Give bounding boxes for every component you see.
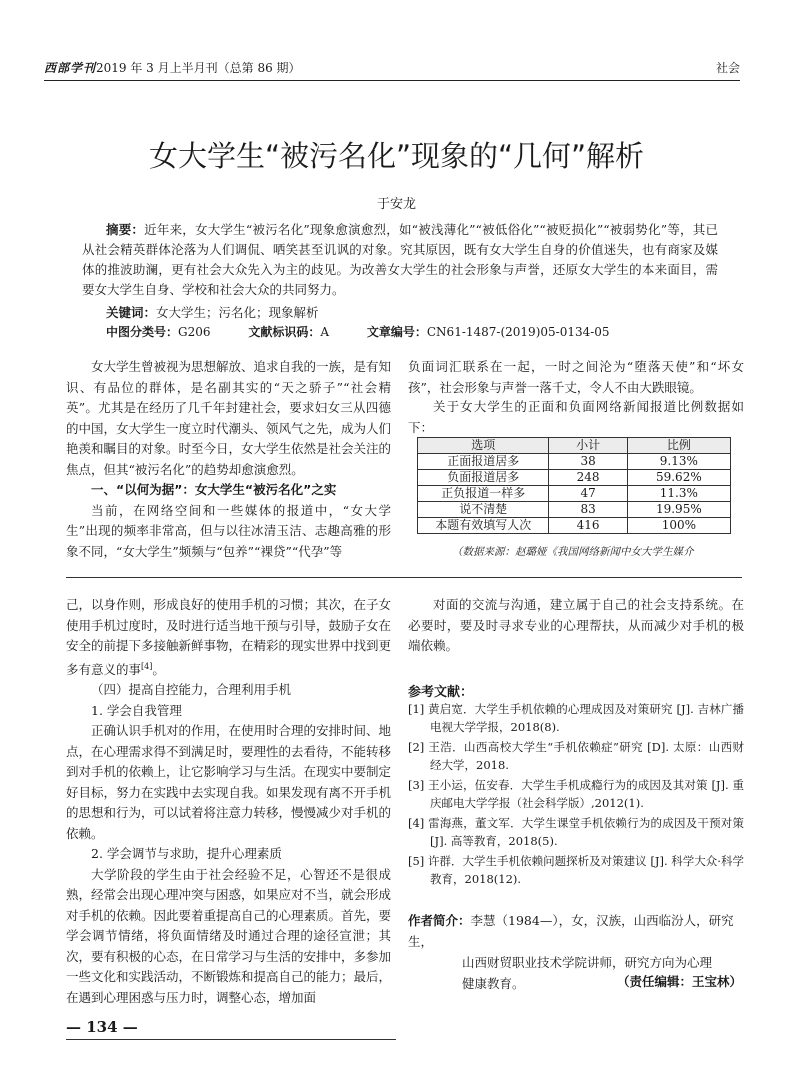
reference-list <box>408 700 744 890</box>
section-label: 社会 <box>715 61 740 75</box>
body-paragraph: 对面的交流与沟通，建立属于自己的社会支持系统。在必要时，要及时寻求专业的心理帮扶，从而减少对手机的极端依赖。 <box>408 597 744 653</box>
news-report-table <box>417 437 731 534</box>
lower-left-column <box>66 595 391 1008</box>
paragraph-text: 己，以身作则，形成良好的使用手机的习惯；其次，在子女使用手机过度时，及时进行适当地干预与引导，鼓励子女在安全的前提下多接触新鲜事物，在精彩的现实世界中找到更多有意义的事 <box>66 597 392 677</box>
subsection-heading-2: 2. 学会调节与求助，提升心理素质 <box>91 846 282 862</box>
body-paragraph: 负面词汇联系在一起，一时之间沦为“堕落天使”和“坏女孩”，社会形象与声誉一落千丈，令人不由大跌眼镜。 <box>408 359 744 395</box>
doc-code-label: 文献标识码： <box>248 325 321 339</box>
abstract-label: 摘要： <box>106 222 145 237</box>
paragraph-end: 。 <box>152 661 165 677</box>
intro-paragraph: 女大学生曾被视为思想解放、追求自我的一族，是有知识、有品位的群体，是名副其实的“天之骄子”“社会精英”。尤其是在经历了几千年封建社会，要求妇女三从四德的中国，女大学生一度立时代潮头、领风气之先，成为人们艳羡和瞩目的对象。时至今日，女大学生依然是社会关注的焦点，但其“被污名化”的趋势却愈演愈烈。 <box>66 359 392 477</box>
table-cell: 59.62% <box>627 470 730 486</box>
table-row <box>418 486 731 502</box>
table-cell: 416 <box>549 518 627 534</box>
author-bio-label: 作者简介： <box>408 913 471 928</box>
table-cell: 说不清楚 <box>418 502 549 518</box>
table-cell: 本题有效填写人次 <box>418 518 549 534</box>
table-row <box>418 502 731 518</box>
article-author: 于安龙 <box>376 197 416 212</box>
table-source: （数据来源：赵璐娅《我国网络新闻中女大学生媒介 <box>452 546 694 558</box>
reference-item: [5] 许群．大学生手机依赖问题探析及对策建议 [J]. 科学大众·科学教育，2018(12). <box>408 854 744 886</box>
table-cell: 正负报道一样多 <box>418 486 549 502</box>
body-paragraph: 正确认识手机对的作用，在使用时合理的安排时间、地点，在心理需求得不到满足时，要理性的去看待，不能转移到对手机的依赖上，让它影响学习与生活。在现实中要制定好目标，努力在实践中去实现自我。如果发现有离不开手机的思想和行为，可以试着将注意力转移，慢慢减少对手机的依赖。 <box>66 723 392 841</box>
abstract-text: 近年来，女大学生“被污名化”现象愈演愈烈，如“被浅薄化”“被低俗化”“被贬损化”“被弱势化”等，其已从社会精英群体沦落为人们调侃、哂笑甚至讥讽的对象。究其原因，既有女大学生自身的价值迷失，也有商家及媒体的推波助澜，更有社会大众先入为主的歧见。为改善女大学生的社会形象与声誉，还原女大学生的本来面目，需要女大学生自身、学校和社会大众的共同努力。 <box>82 222 718 297</box>
lower-right-column <box>408 595 744 657</box>
journal-header <box>44 60 301 76</box>
table-cell: 47 <box>549 486 627 502</box>
author-bio-line: 健康教育。 <box>462 976 525 991</box>
article-no-label: 文章编号： <box>366 325 427 339</box>
classification-line <box>106 323 610 341</box>
citation-marker: [4] <box>141 661 153 671</box>
section-heading-4: （四）提高自控能力，合理利用手机 <box>91 682 292 698</box>
header-rule <box>44 80 740 81</box>
clc-label: 中图分类号： <box>106 325 179 339</box>
upper-right-column <box>408 357 744 398</box>
table-header-row <box>418 438 731 454</box>
abstract <box>82 220 718 300</box>
editor-credit: （责任编辑：王宝林） <box>616 974 742 989</box>
section-heading-1: 一、“以何为据”：女大学生“被污名化”之实 <box>91 482 337 497</box>
body-paragraph: 当前，在网络空间和一些媒体的报道中，“女大学生”出现的频率非常高，但与以往冰清玉洁、志趣高雅的形象不同，“女大学生”频频与“包养”“裸贷”“代孕”等 <box>66 502 391 559</box>
table-cell: 100% <box>627 518 730 534</box>
journal-logo: 西部学刊 <box>44 61 97 75</box>
table-caption: 关于女大学生的正面和负面网络新闻报道比例数据如下： <box>408 399 744 435</box>
footer-rule <box>66 1039 396 1040</box>
reference-item: [4] 雷海燕，董文军．大学生课堂手机依赖行为的成因及干预对策 [J]. 高等教育，2018(5). <box>408 816 744 848</box>
upper-left-column <box>66 357 391 562</box>
article-title: 女大学生“被污名化”现象的“几何”解析 <box>148 139 645 173</box>
reference-item: [3] 王小运，伍安春．大学生手机成瘾行为的成因及其对策 [J]. 重庆邮电大学学报（社会科学版）,2012(1). <box>408 778 744 810</box>
author-bio-line: 山西财贸职业技术学院讲师，研究方向为心理 <box>462 955 713 970</box>
body-paragraph: 大学阶段的学生由于社会经验不足，心智还不是很成熟，经常会出现心理冲突与困惑，如果应对不当，就会形成对手机的依赖。因此要着重提高自己的心理素质。首先，要学会调节情绪，将负面情绪及时通过合理的途径宣泄；其次，要有积极的心态，在日常学习与生活的安排中，多参加一些文化和实践活动，不断锻炼和提高自己的能力；最后，在遇到心理困惑与压力时，调整心态，增加面 <box>66 866 392 1005</box>
table-header-cell: 小计 <box>549 438 627 454</box>
table-cell: 正面报道居多 <box>418 454 549 470</box>
reference-item: [1] 黄启宽．大学生手机依赖的心理成因及对策研究 [J]. 吉林广播电视大学学报，2018(8). <box>408 702 744 734</box>
issue-info: 2019 年 3 月上半月刊（总第 86 期） <box>96 61 301 75</box>
table-row <box>418 454 731 470</box>
table-header-cell: 选项 <box>418 438 549 454</box>
clc-value: G206 <box>178 325 211 339</box>
table-row <box>418 518 731 534</box>
table-row <box>418 470 731 486</box>
table-cell: 9.13% <box>627 454 730 470</box>
table-cell: 19.95% <box>627 502 730 518</box>
table-cell: 83 <box>549 502 627 518</box>
page-number: — 134 — <box>66 1018 138 1036</box>
keywords-label: 关键词： <box>106 305 157 320</box>
article-no-value: CN61-1487-(2019)05-0134-05 <box>426 325 610 339</box>
article-divider <box>66 577 742 578</box>
keywords <box>82 303 718 323</box>
reference-item: [2] 王浩．山西高校大学生“手机依赖症”研究 [D]. 太原：山西财经大学，2018. <box>408 740 744 772</box>
doc-code-value: A <box>320 325 330 339</box>
author-bio-line: 李慧（1984—），女，汉族，山西临汾人，研究生， <box>408 913 734 949</box>
references-heading: 参考文献： <box>408 685 474 700</box>
subsection-heading-1: 1. 学会自我管理 <box>91 702 182 718</box>
keywords-text: 女大学生；污名化；现象解析 <box>156 305 319 320</box>
table-cell: 38 <box>549 454 627 470</box>
table-cell: 248 <box>549 470 627 486</box>
table-header-cell: 比例 <box>627 438 730 454</box>
table-cell: 负面报道居多 <box>418 470 549 486</box>
table-cell: 11.3% <box>627 486 730 502</box>
body-paragraph <box>66 595 391 680</box>
